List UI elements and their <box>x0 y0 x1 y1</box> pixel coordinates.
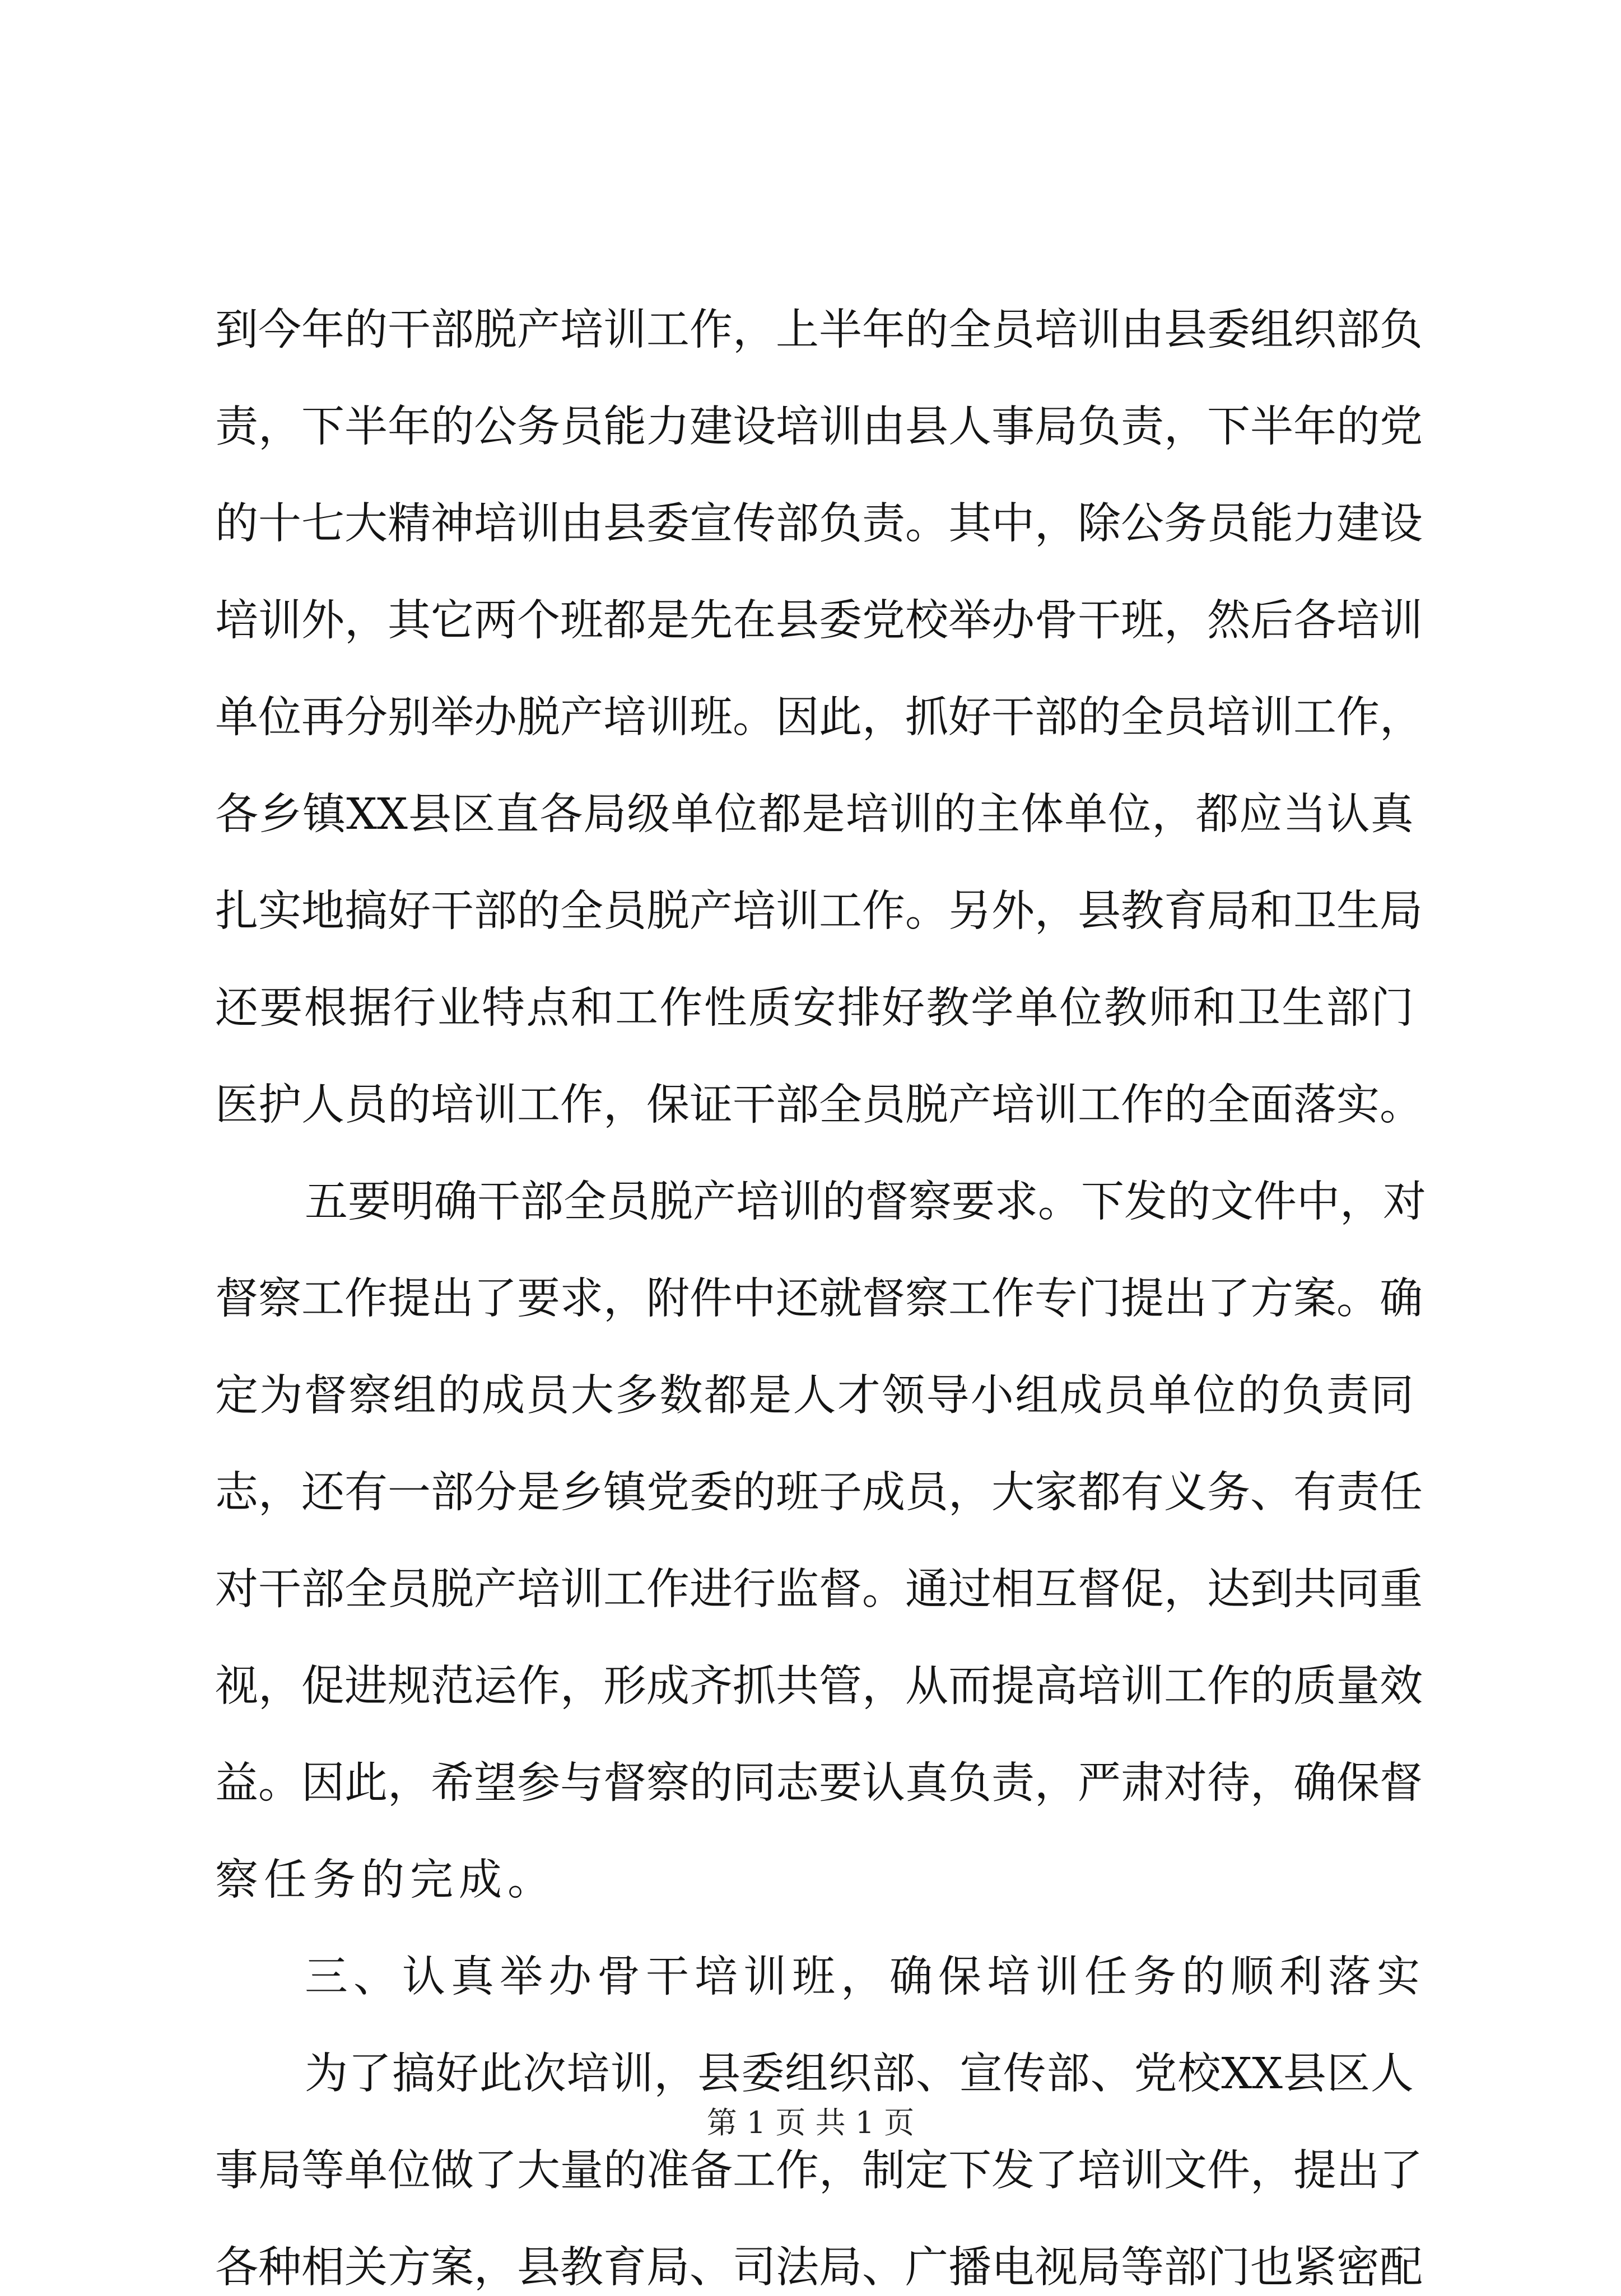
text-line: 各 乡 镇 XX 县 区 直 各 局 级 单 位 都 是 培 训 的 主 体 单 位 ， 都 应 当 认 真 <box>215 790 1414 839</box>
paragraph-last-line: 察 任 务 的 完 成 。 <box>215 1855 551 1905</box>
section-heading: 三 、 认 真 举 办 骨 干 培 训 班 ， 确 保 培 训 任 务 的 顺 利 落 实 <box>305 1952 1420 2002</box>
text-line: 医 护 人 员 的 培 训 工 作 ， 保 证 干 部 全 员 脱 产 培 训 工 作 的 全 面 落 实 。 <box>215 1080 1423 1130</box>
page-number-footer: 第 1 页 共 1 页 <box>706 2105 915 2140</box>
text-line: 单 位 再 分 别 举 办 脱 产 培 训 班 。 因 此 ， 抓 好 干 部 的 全 员 培 训 工 作 ， <box>215 693 1423 743</box>
text-line: 志 ， 还 有 一 部 分 是 乡 镇 党 委 的 班 子 成 员 ， 大 家 都 有 义 务 、 有 责 任 <box>215 1468 1423 1518</box>
text-line: 定 为 督 察 组 的 成 员 大 多 数 都 是 人 才 领 导 小 组 成 员 单 位 的 负 责 同 <box>215 1371 1414 1421</box>
paragraph-first-line: 五 要 明 确 干 部 全 员 脱 产 培 训 的 督 察 要 求 。 下 发 的 文 件 中 ， 对 <box>305 1177 1426 1227</box>
text-line: 培 训 外 ， 其 它 两 个 班 都 是 先 在 县 委 党 校 举 办 骨 干 班 ， 然 后 各 培 训 <box>215 596 1423 646</box>
text-line: 责 ， 下 半 年 的 公 务 员 能 力 建 设 培 训 由 县 人 事 局 负 责 ， 下 半 年 的 党 <box>215 402 1423 452</box>
text-line: 扎 实 地 搞 好 干 部 的 全 员 脱 产 培 训 工 作 。 另 外 ， 县 教 育 局 和 卫 生 局 <box>215 886 1423 936</box>
text-line: 益 。 因 此 ， 希 望 参 与 督 察 的 同 志 要 认 真 负 责 ， 严 肃 对 待 ， 确 保 督 <box>215 1758 1423 1808</box>
text-line: 还 要 根 据 行 业 特 点 和 工 作 性 质 安 排 好 教 学 单 位 教 师 和 卫 生 部 门 <box>215 983 1414 1033</box>
text-line: 对 干 部 全 员 脱 产 培 训 工 作 进 行 监 督 。 通 过 相 互 督 促 ， 达 到 共 同 重 <box>215 1565 1423 1614</box>
paragraph-first-line: 为 了 搞 好 此 次 培 训 ， 县 委 组 织 部 、 宣 传 部 、 党 校 XX 县 区 人 <box>305 2049 1414 2099</box>
text-line: 各 种 相 关 方 案 ， 县 教 育 局 、 司 法 局 、 广 播 电 视 局 等 部 门 也 紧 密 配 <box>215 2243 1423 2293</box>
text-line: 视 ， 促 进 规 范 运 作 ， 形 成 齐 抓 共 管 ， 从 而 提 高 培 训 工 作 的 质 量 效 <box>215 1662 1423 1711</box>
text-line: 事 局 等 单 位 做 了 大 量 的 准 备 工 作 ， 制 定 下 发 了 培 训 文 件 ， 提 出 了 <box>215 2146 1423 2196</box>
text-line: 的 十 七 大 精 神 培 训 由 县 委 宣 传 部 负 责 。 其 中 ， 除 公 务 员 能 力 建 设 <box>215 499 1423 549</box>
text-line: 到 今 年 的 干 部 脱 产 培 训 工 作 ， 上 半 年 的 全 员 培 训 由 县 委 组 织 部 负 <box>215 305 1423 355</box>
text-line: 督 察 工 作 提 出 了 要 求 ， 附 件 中 还 就 督 察 工 作 专 门 提 出 了 方 案 。 确 <box>215 1274 1423 1324</box>
